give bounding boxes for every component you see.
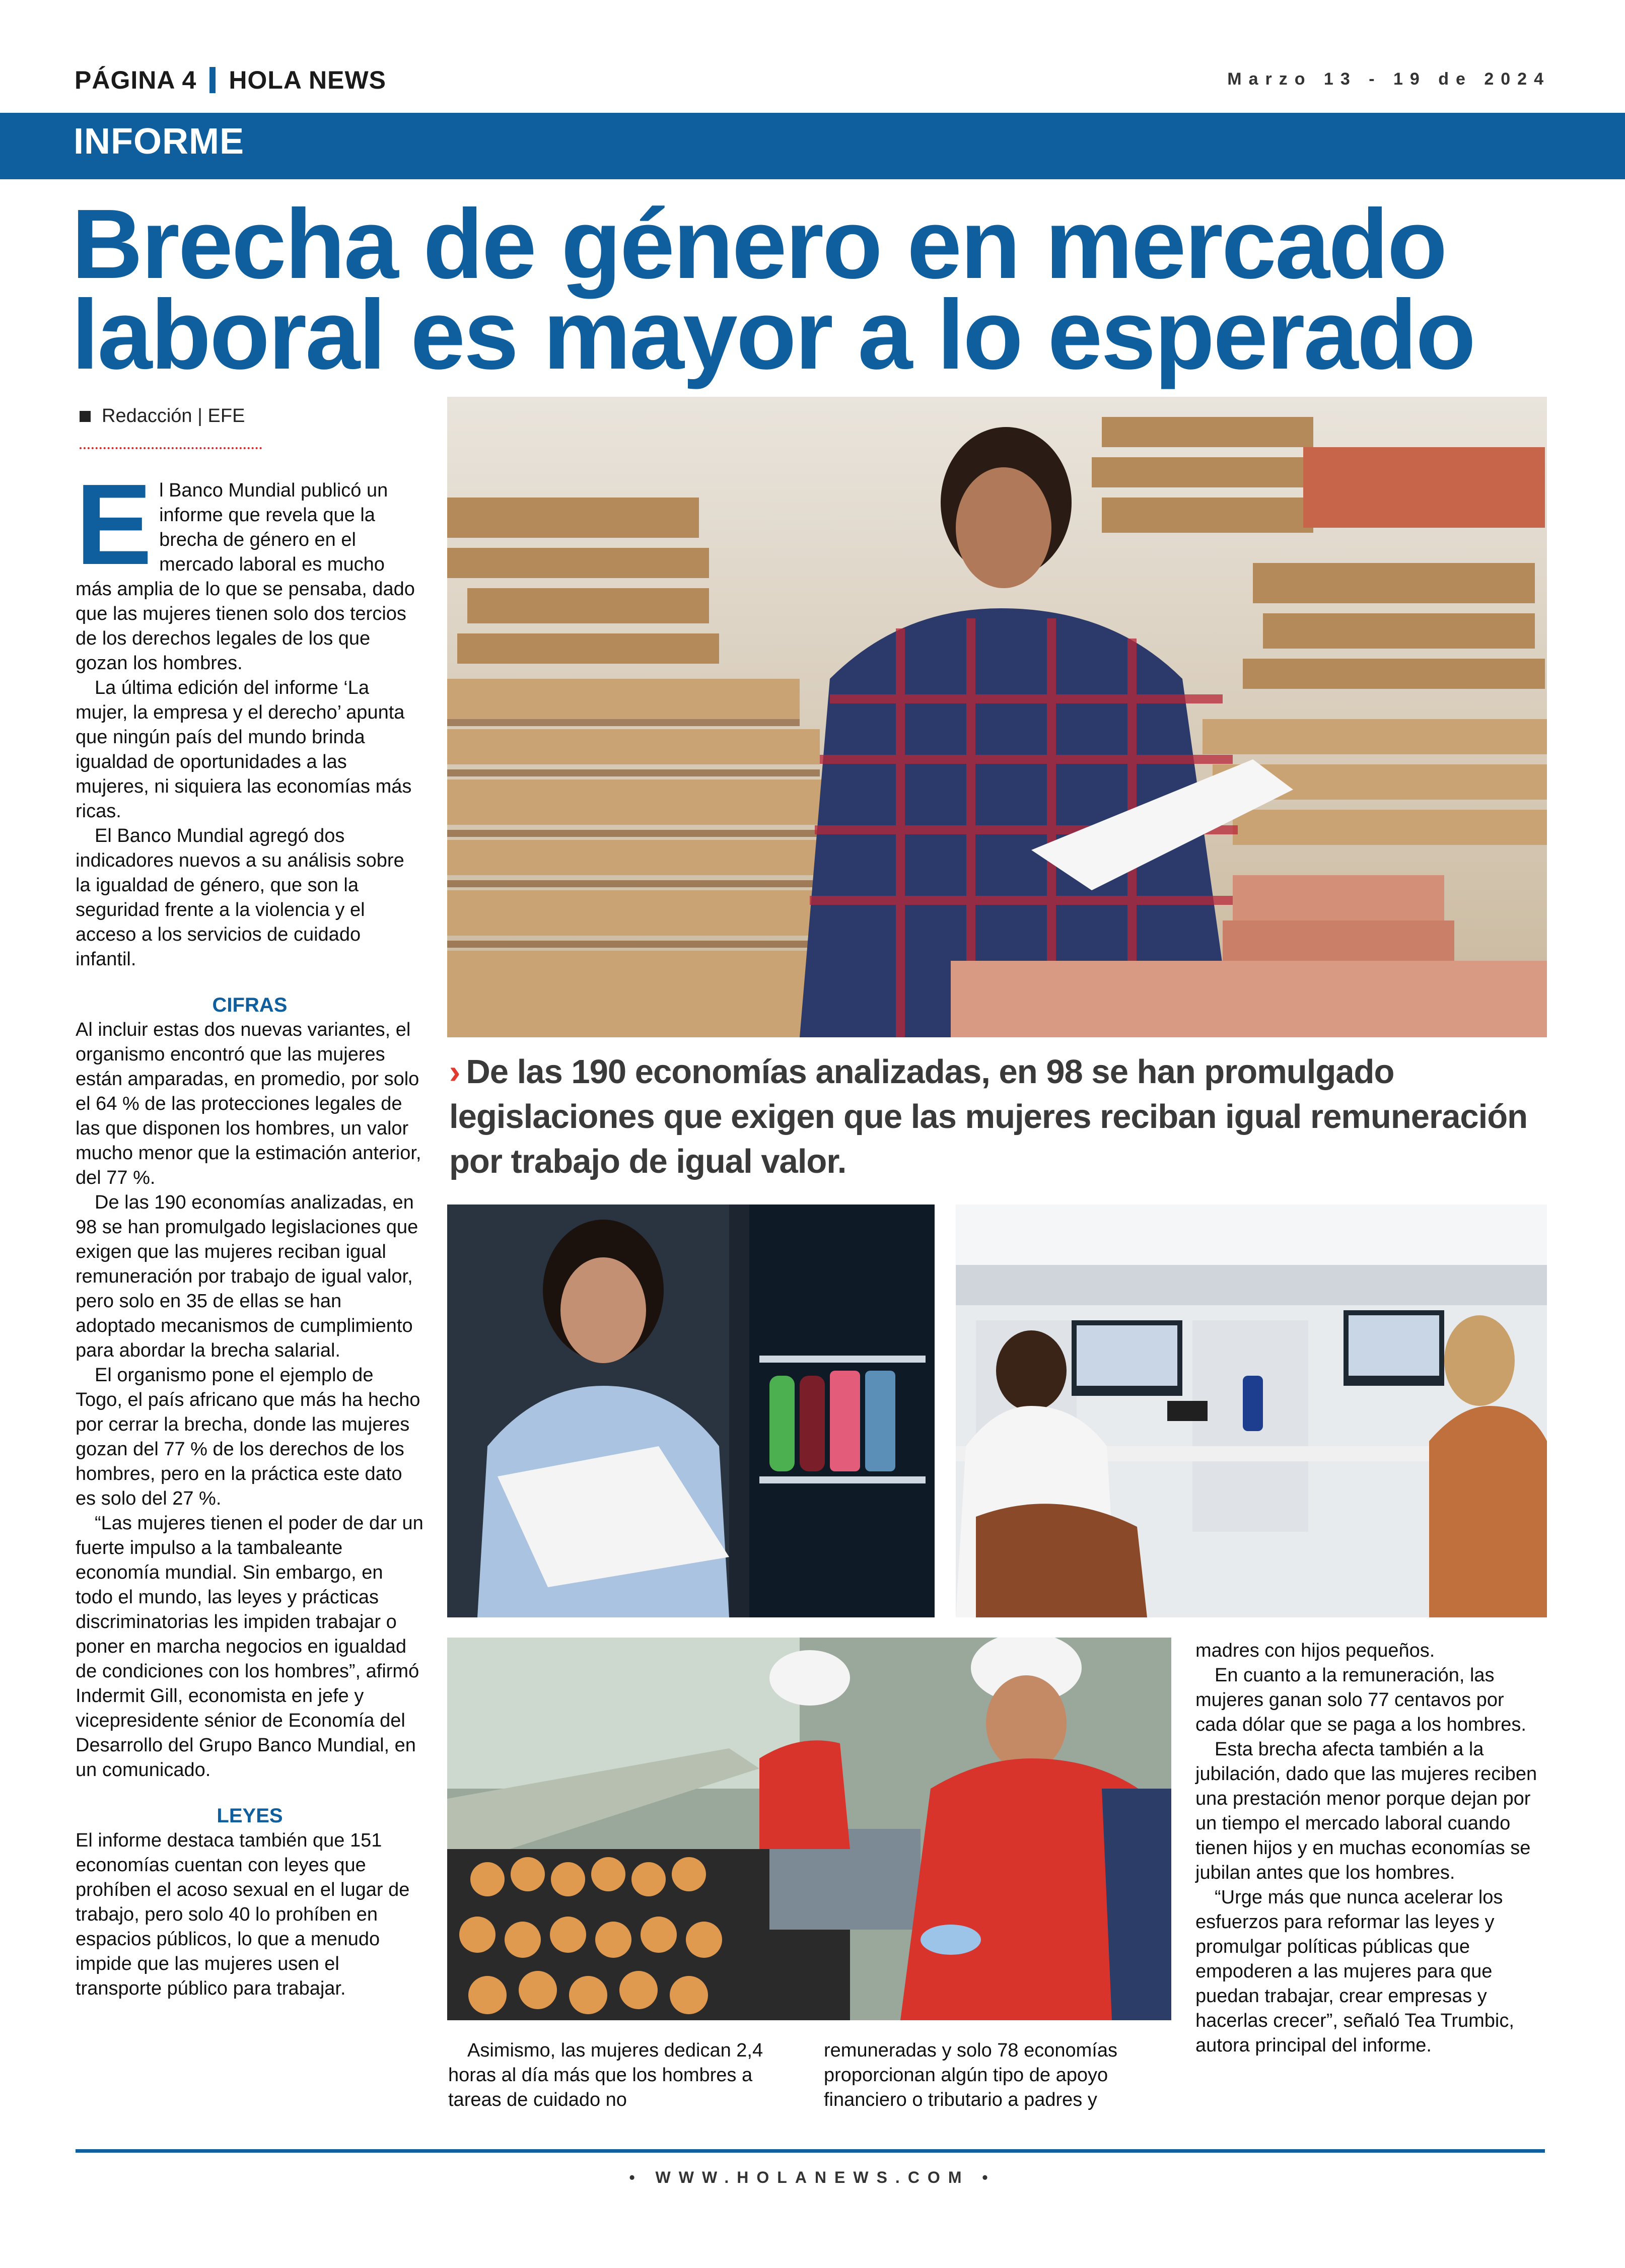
right-column bbox=[1195, 1639, 1545, 2058]
paragraph: El organismo pone el ejemplo de Togo, el país africano que más ha hecho por cerrar la brecha, donde las mujeres gozan del 77 % de los derechos de los hombres, pero en la práctica este dato es solo del 27 %. bbox=[76, 1365, 420, 1509]
paragraph: remuneradas y solo 78 economías proporcionan algún tipo de apoyo financiero o tributario a padres y bbox=[824, 2040, 1117, 2110]
paragraph: De las 190 economías analizadas, en 98 se han promulgado legislaciones que exigen que las mujeres reciban igual remuneración por trabajo de igual valor, pero solo en 35 de ellas se han adoptado mecanismos de cumplimiento para abordar la brecha salarial. bbox=[76, 1192, 418, 1361]
paragraph: En cuanto a la remuneración, las mujeres ganan solo 77 centavos por cada dólar que se paga a los hombres. bbox=[1195, 1665, 1526, 1735]
paragraph: “Urge más que nunca acelerar los esfuerzos para reformar las leyes y promulgar políticas públicas que empoderen a las mujeres para que puedan trabajar, crear empresas y hacerlas crecer”, señaló Tea Trumbic, autora principal del informe. bbox=[1195, 1887, 1514, 2056]
section-label: INFORME bbox=[74, 121, 244, 162]
footer-url[interactable]: • WWW.HOLANEWS.COM • bbox=[629, 2168, 996, 2186]
header-separator bbox=[209, 67, 216, 93]
paragraph: “Las mujeres tienen el poder de dar un fuerte impulso a la tambaleante economía mundial. Sin embargo, en todo el mundo, las leyes y prácticas discriminatorias les impiden trabajar o poner en marcha negocios en igualdad de condiciones con los hombres”, afirmó Indermit Gill, economista en jefe y vicepresidente sénior de Economía del Desarrollo del Grupo Banco Mundial, en un comunicado. bbox=[76, 1513, 423, 1781]
bottom-column-1 bbox=[448, 2038, 766, 2112]
publication-name: HOLA NEWS bbox=[229, 66, 386, 94]
paragraph: La última edición del informe ‘La mujer, la empresa y el derecho’ apunta que ningún país del mundo brinda igualdad de oportunidades a las mujeres, ni siquiera las economías más ricas. bbox=[76, 677, 412, 822]
chevron-right-icon: › bbox=[449, 1053, 460, 1091]
subhead-cifras: CIFRAS bbox=[212, 994, 288, 1016]
byline-square-icon bbox=[80, 411, 91, 422]
issue-date: Marzo 13 - 19 de 2024 bbox=[1227, 69, 1550, 89]
byline-rule bbox=[80, 447, 262, 449]
article-headline: Brecha de género en mercado laboral es mayor a lo esperado bbox=[72, 189, 1474, 390]
page-number: PÁGINA 4 bbox=[75, 66, 197, 94]
photo-call-center bbox=[956, 1204, 1547, 1617]
main-photo-pallet-yard bbox=[447, 397, 1547, 1037]
paragraph: Al incluir estas dos nuevas variantes, el organismo encontró que las mujeres están amparadas, en promedio, por solo el 64 % de las protecciones legales de las que disponen los hombres, un valor mucho menor que la estimación anterior, del 77 %. bbox=[76, 1019, 421, 1188]
paragraph: l Banco Mundial publicó un informe que revela que la brecha de género en el mercado laboral es mucho más amplia de lo que se pensaba, dado que las mujeres tienen solo dos tercios de los derechos legales de los que gozan los hombres. bbox=[76, 480, 415, 674]
paragraph: Esta brecha afecta también a la jubilación, dado que las mujeres reciben una prestación menor porque dejan por un tiempo el mercado laboral cuando tienen hijos y en muchas economías se jubilan antes que los hombres. bbox=[1195, 1739, 1537, 1883]
pull-quote-text: De las 190 economías analizadas, en 98 se han promulgado legislaciones que exigen que las mujeres reciban igual remuneración por trabajo de igual valor. bbox=[449, 1053, 1528, 1180]
paragraph: El informe destaca también que 151 economías cuentan con leyes que prohíben el acoso sexual en el lugar de trabajo, pero solo 40 lo prohíben en espacios públicos, lo que a menudo impide que las mujeres usen el transporte público para trabajar. bbox=[76, 1830, 410, 1999]
page-header bbox=[75, 65, 386, 95]
footer-rule bbox=[76, 2149, 1545, 2153]
paragraph: Asimismo, las mujeres dedican 2,4 horas al día más que los hombres a tareas de cuidado no bbox=[448, 2040, 763, 2110]
subhead-leyes: LEYES bbox=[217, 1805, 283, 1827]
dropcap: E bbox=[76, 461, 153, 589]
bottom-column-2 bbox=[824, 2038, 1156, 2112]
photo-woman-writing bbox=[447, 1204, 935, 1617]
byline-text: Redacción | EFE bbox=[102, 405, 245, 427]
left-column bbox=[76, 461, 424, 2001]
byline bbox=[80, 405, 245, 427]
paragraph: madres con hijos pequeños. bbox=[1195, 1640, 1435, 1661]
pull-quote bbox=[449, 1049, 1557, 1184]
paragraph: El Banco Mundial agregó dos indicadores nuevos a su análisis sobre la igualdad de género, que son la seguridad frente a la violencia y el acceso a los servicios de cuidado infantil. bbox=[76, 825, 404, 970]
photo-packing-line bbox=[447, 1638, 1171, 2020]
